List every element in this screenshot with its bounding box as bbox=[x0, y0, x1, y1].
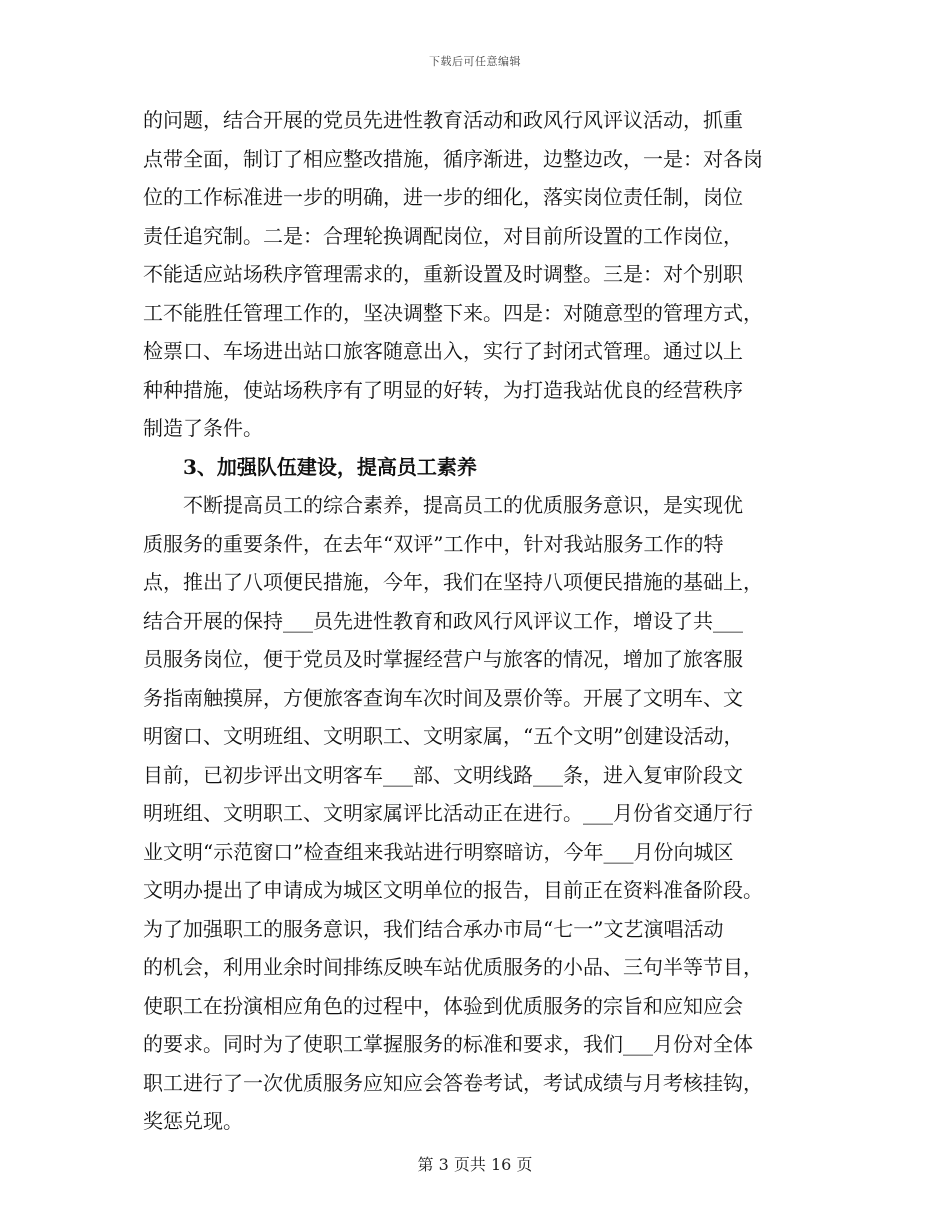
page-header: 下载后可任意编辑 bbox=[429, 55, 521, 68]
text-line: 的机会，利用业余时间排练反映车站优质服务的小品、三句半等节目， bbox=[143, 955, 763, 979]
text-line: 检票口、车场进出站口旅客随意出入，实行了封闭式管理。通过以上 bbox=[143, 339, 743, 363]
text-line: 点带全面，制订了相应整改措施，循序渐进，边整边改，一是：对各岗 bbox=[143, 146, 763, 171]
paragraph-2 bbox=[143, 486, 823, 1141]
text-line: 的问题，结合开展的党员先进性教育活动和政风行风评议活动，抓重 bbox=[143, 108, 743, 132]
document-body bbox=[143, 101, 823, 1141]
text-line: 务指南触摸屏，方便旅客查询车次时间及票价等。开展了文明车、文 bbox=[143, 685, 743, 710]
text-line: 种种措施，使站场秩序有了明显的好转，为打造我站优良的经营秩序 bbox=[143, 377, 743, 402]
text-line: 结合开展的保持___员先进性教育和政风行风评议工作，增设了共___ bbox=[143, 608, 743, 633]
text-line: 明班组、文明职工、文明家属评比活动正在进行。___月份省交通厅行 bbox=[143, 801, 753, 825]
text-line: 点，推出了八项便民措施，今年，我们在坚持八项便民措施的基础上， bbox=[143, 570, 763, 594]
text-line: 不断提高员工的综合素养，提高员工的优质服务意识，是实现优 bbox=[183, 493, 743, 517]
text-line: 位的工作标准进一步的明确，进一步的细化，落实岗位责任制，岗位 bbox=[143, 185, 743, 209]
section-heading: 3、加强队伍建设，提高员工素养 bbox=[183, 454, 477, 479]
text-line: 为了加强职工的服务意识，我们结合承办市局“七一”文艺演唱活动 bbox=[143, 916, 724, 941]
text-line: 不能适应站场秩序管理需求的，重新设置及时调整。三是：对个别职 bbox=[143, 262, 743, 286]
paragraph-1 bbox=[143, 101, 823, 448]
text-line: 制造了条件。 bbox=[143, 416, 263, 440]
text-line: 员服务岗位，便于党员及时掌握经营户与旅客的情况，增加了旅客服 bbox=[143, 647, 743, 671]
text-line: 工不能胜任管理工作的，坚决调整下来。四是：对随意型的管理方式， bbox=[143, 300, 763, 325]
text-line: 质服务的重要条件，在去年“双评”工作中，针对我站服务工作的特 bbox=[143, 531, 724, 556]
text-line: 的要求。同时为了使职工掌握服务的标准和要求，我们___月份对全体 bbox=[143, 1032, 753, 1056]
text-line: 明窗口、文明班组、文明职工、文明家属，“五个文明”创建设活动， bbox=[143, 724, 744, 748]
text-line: 目前，已初步评出文明客车___部、文明线路___条，进入复审阶段文 bbox=[143, 762, 743, 787]
text-line: 使职工在扮演相应角色的过程中，体验到优质服务的宗旨和应知应会 bbox=[143, 993, 743, 1018]
page-number: 第 3 页共 16 页 bbox=[417, 1155, 533, 1174]
text-line: 职工进行了一次优质服务应知应会答卷考试，考试成绩与月考核挂钩， bbox=[143, 1070, 763, 1095]
text-line: 奖惩兑现。 bbox=[143, 1109, 243, 1133]
text-line: 文明办提出了申请成为城区文明单位的报告，目前正在资料准备阶段。 bbox=[143, 878, 763, 902]
text-line: 责任追究制。二是：合理轮换调配岗位，对目前所设置的工作岗位， bbox=[143, 223, 743, 248]
text-line: 业文明“示范窗口”检查组来我站进行明察暗访，今年___月份向城区 bbox=[143, 839, 734, 864]
